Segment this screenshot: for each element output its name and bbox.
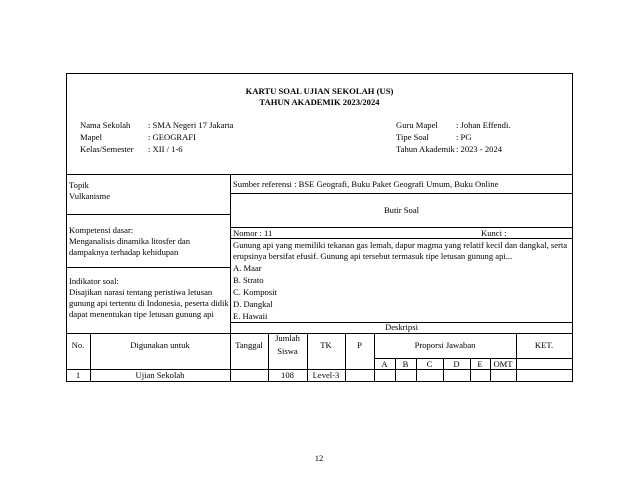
indikator-text: Disajikan narasi tentang peristiwa letusan gunung api tertentu di Indonesia, peserta didik dapat menentukan tipe letusan gunung api: [69, 287, 229, 319]
nama-sekolah-value: : SMA Negeri 17 Jakarta: [148, 120, 234, 130]
row-jumlah: 108: [281, 370, 294, 380]
option-e: E. Hawaii: [233, 311, 268, 321]
mapel-value: : GEOGRAFI: [148, 132, 196, 142]
proporsi-c: C: [426, 359, 433, 369]
nama-sekolah-label: Nama Sekolah: [80, 120, 131, 130]
kompetensi-text: Menganalisis dinamika litosfer dan dampaknya terhadap kehidupan: [69, 236, 191, 257]
kunci-jawaban: Kunci :: [481, 228, 507, 238]
header-jumlah-line1: Jumlah: [275, 333, 300, 343]
option-b: B. Strato: [233, 275, 264, 285]
nomor-soal: Nomor : 11: [233, 228, 273, 238]
proporsi-d: D: [453, 359, 460, 369]
tahun-akademik-value: : 2023 - 2024: [456, 144, 503, 154]
page-number: 12: [314, 453, 324, 463]
proporsi-e: E: [477, 359, 483, 369]
sumber-referensi: Sumber referensi : BSE Geografi, Buku Paket Geografi Umum, Buku Online: [233, 179, 499, 189]
row-no: 1: [75, 370, 81, 380]
header-tk: TK: [320, 340, 332, 350]
option-a: A. Maar: [233, 263, 262, 273]
header-jumlah-line2: Siswa: [277, 346, 298, 356]
topik-label: Topik: [69, 180, 89, 190]
header-p: P: [357, 340, 362, 350]
option-d: D. Dangkal: [233, 299, 273, 309]
header-proporsi: Proporsi Jawaban: [414, 340, 476, 350]
row-tk: Level-3: [312, 370, 340, 380]
row-digunakan: Ujian Sekolah: [135, 370, 185, 380]
indikator-label: Indikator soal:: [69, 276, 119, 286]
kelas-semester-label: Kelas/Semester: [80, 144, 134, 154]
header-digunakan: Digunakan untuk: [130, 340, 190, 350]
question-text: Gunung api yang memiliki tekanan gas lemah, dapur magma yang relatif kecil dan dangkal, serta erupsinya bersifat efusif. Gunung api tersebut termasuk tipe letusan gunung api...: [233, 240, 568, 261]
proporsi-omt: OMT: [493, 359, 513, 369]
header-tanggal: Tanggal: [235, 340, 263, 350]
guru-mapel-value: : Johan Effendi.: [456, 120, 511, 130]
proporsi-a: A: [381, 359, 388, 369]
card-subtitle: TAHUN AKADEMIK 2023/2024: [259, 97, 380, 107]
proporsi-b: B: [402, 359, 409, 369]
tipe-soal-value: : PG: [456, 132, 472, 142]
butir-soal-label: Butir Soal: [383, 205, 420, 215]
mapel-label: Mapel: [80, 132, 102, 142]
header-ket: KET.: [534, 340, 554, 350]
tipe-soal-label: Tipe Soal: [396, 132, 429, 142]
option-c: C. Komposit: [233, 287, 277, 297]
guru-mapel-label: Guru Mapel: [396, 120, 438, 130]
tahun-akademik-label: Tahun Akademik: [396, 144, 455, 154]
kelas-semester-value: : XII / 1-6: [148, 144, 183, 154]
header-no: No.: [71, 340, 85, 350]
deskripsi-label: Deskripsi: [385, 322, 418, 332]
card-title: KARTU SOAL UJIAN SEKOLAH (US): [245, 86, 394, 96]
kompetensi-label: Kompetensi dasar:: [69, 225, 134, 235]
topik-value: Vulkanisme: [69, 191, 111, 201]
